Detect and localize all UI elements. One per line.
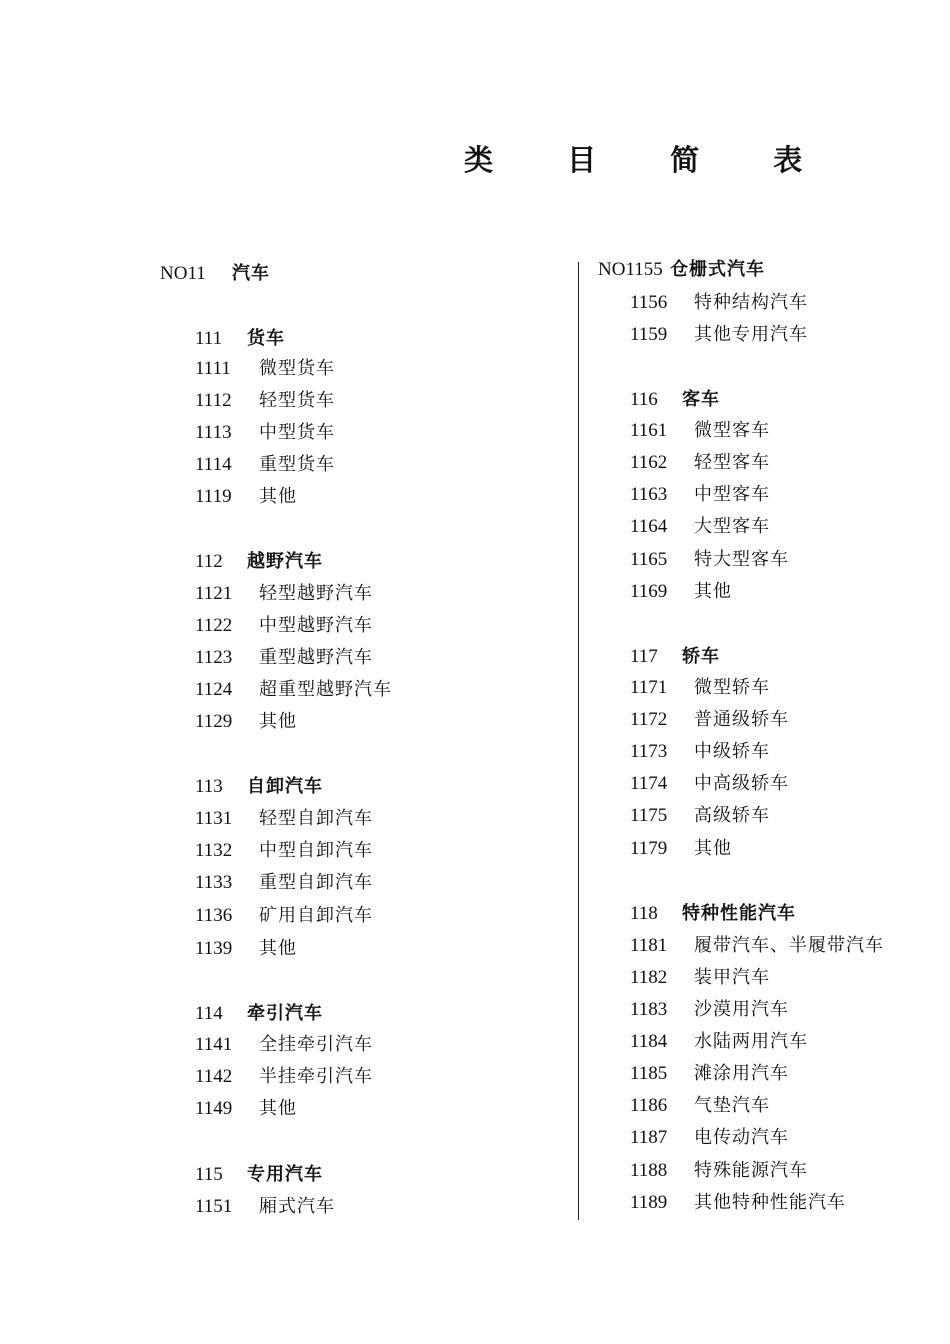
category-code: 1181	[630, 935, 668, 956]
category-code: 1112	[195, 390, 232, 411]
category-code: 1179	[630, 838, 668, 859]
category-code: 1136	[195, 905, 233, 926]
category-code: 1151	[195, 1196, 233, 1217]
category-item	[195, 904, 373, 928]
category-heading	[630, 902, 796, 926]
category-code: 111	[195, 328, 223, 349]
category-code: 1113	[195, 422, 232, 443]
category-label: 微型客车	[694, 420, 770, 441]
category-item	[630, 483, 770, 507]
category-item	[195, 678, 392, 702]
category-code: 112	[195, 551, 223, 572]
category-item	[630, 1126, 789, 1150]
category-label: 高级轿车	[694, 805, 770, 826]
category-item	[630, 934, 884, 958]
category-label: 微型轿车	[694, 677, 770, 698]
category-label: 重型货车	[259, 454, 335, 475]
category-item	[630, 515, 770, 539]
category-item	[195, 614, 373, 638]
category-item	[630, 1191, 846, 1215]
category-item	[630, 966, 770, 990]
category-heading	[195, 327, 285, 351]
category-label: 履带汽车、半履带汽车	[694, 935, 884, 956]
category-item	[195, 1195, 335, 1219]
category-code: 1185	[630, 1063, 668, 1084]
category-item	[195, 582, 373, 606]
category-label: 特大型客车	[694, 549, 789, 570]
category-label: 装甲汽车	[694, 967, 770, 988]
category-label: 气垫汽车	[694, 1095, 770, 1116]
category-label: 大型客车	[694, 516, 770, 537]
category-item	[630, 1030, 808, 1054]
category-code: 1142	[195, 1066, 233, 1087]
category-item	[195, 453, 335, 477]
category-item	[630, 837, 732, 861]
category-code: 116	[630, 389, 658, 410]
category-code: 1124	[195, 679, 233, 700]
page-title: 类 目 简 表	[464, 143, 835, 177]
category-label: 电传动汽车	[694, 1127, 789, 1148]
category-label: 特种结构汽车	[694, 292, 808, 313]
category-code: 115	[195, 1164, 223, 1185]
category-label: 轻型越野汽车	[259, 583, 373, 604]
category-label: 微型货车	[259, 358, 335, 379]
category-code: 1165	[630, 549, 668, 570]
category-code: 1175	[630, 805, 668, 826]
category-label: 半挂牵引汽车	[259, 1066, 373, 1087]
category-code: 117	[630, 646, 658, 667]
category-label: 越野汽车	[247, 551, 323, 572]
category-item	[630, 804, 770, 828]
category-code: 1182	[630, 967, 668, 988]
category-item	[195, 807, 373, 831]
category-code: NO11	[160, 263, 206, 284]
category-code: 1184	[630, 1031, 668, 1052]
category-code: 1123	[195, 647, 233, 668]
category-label: 其他	[694, 838, 732, 859]
category-label: 自卸汽车	[247, 776, 323, 797]
category-code: 1129	[195, 711, 233, 732]
category-item	[195, 871, 373, 895]
category-label: 其他	[259, 486, 297, 507]
category-code: 1186	[630, 1095, 668, 1116]
category-label: 轿车	[682, 646, 720, 667]
category-item	[195, 839, 373, 863]
category-heading	[160, 262, 270, 286]
category-heading	[195, 1002, 323, 1026]
category-label: 滩涂用汽车	[694, 1063, 789, 1084]
category-code: 1149	[195, 1098, 233, 1119]
category-label: 其他专用汽车	[694, 324, 808, 345]
category-label: 沙漠用汽车	[694, 999, 789, 1020]
category-label: 矿用自卸汽车	[259, 905, 373, 926]
category-label: 客车	[682, 389, 720, 410]
category-code: 1121	[195, 583, 233, 604]
category-code: 1169	[630, 581, 668, 602]
category-item	[195, 937, 297, 961]
category-code: 1111	[195, 358, 231, 379]
category-code: 1162	[630, 452, 668, 473]
category-item	[630, 1159, 808, 1183]
category-label: 其他	[259, 1098, 297, 1119]
category-item	[195, 710, 297, 734]
category-label: 普通级轿车	[694, 709, 789, 730]
category-code: 1122	[195, 615, 233, 636]
category-item	[630, 291, 808, 315]
category-code: 1161	[630, 420, 668, 441]
category-heading	[598, 258, 765, 282]
category-code: 1139	[195, 938, 233, 959]
category-code: 1114	[195, 454, 232, 475]
category-label: 仓栅式汽车	[670, 259, 765, 280]
category-code: 1163	[630, 484, 668, 505]
category-label: 其他	[694, 581, 732, 602]
category-code: 1187	[630, 1127, 668, 1148]
category-label: 超重型越野汽车	[259, 679, 392, 700]
category-code: 1188	[630, 1160, 668, 1181]
category-label: 中型客车	[694, 484, 770, 505]
category-code: NO1155	[598, 259, 663, 280]
category-label: 中型自卸汽车	[259, 840, 373, 861]
category-code: 113	[195, 776, 223, 797]
category-code: 1174	[630, 773, 668, 794]
category-code: 1133	[195, 872, 233, 893]
category-item	[195, 357, 335, 381]
category-item	[630, 772, 789, 796]
category-label: 特殊能源汽车	[694, 1160, 808, 1181]
category-item	[195, 421, 335, 445]
category-code: 1119	[195, 486, 232, 507]
category-item	[630, 419, 770, 443]
category-code: 1173	[630, 741, 668, 762]
category-label: 轻型货车	[259, 390, 335, 411]
category-item	[630, 740, 770, 764]
category-code: 1141	[195, 1034, 233, 1055]
category-item	[630, 998, 789, 1022]
category-code: 1171	[630, 677, 668, 698]
category-label: 重型自卸汽车	[259, 872, 373, 893]
category-item	[630, 708, 789, 732]
category-code: 118	[630, 903, 658, 924]
category-label: 轻型自卸汽车	[259, 808, 373, 829]
category-label: 全挂牵引汽车	[259, 1034, 373, 1055]
category-label: 其他	[259, 938, 297, 959]
category-heading	[630, 645, 720, 669]
category-item	[630, 323, 808, 347]
category-heading	[630, 388, 720, 412]
category-heading	[195, 1163, 323, 1187]
category-code: 1164	[630, 516, 668, 537]
category-item	[195, 1033, 373, 1057]
category-item	[195, 389, 335, 413]
category-code: 1189	[630, 1192, 668, 1213]
category-item	[630, 548, 789, 572]
category-label: 特种性能汽车	[682, 903, 796, 924]
category-heading	[195, 550, 323, 574]
category-code: 1132	[195, 840, 233, 861]
category-item	[630, 1062, 789, 1086]
category-item	[630, 451, 770, 475]
category-label: 重型越野汽车	[259, 647, 373, 668]
category-item	[195, 1065, 373, 1089]
category-label: 中型货车	[259, 422, 335, 443]
category-label: 其他特种性能汽车	[694, 1192, 846, 1213]
category-label: 水陆两用汽车	[694, 1031, 808, 1052]
category-heading	[195, 775, 323, 799]
category-label: 专用汽车	[247, 1164, 323, 1185]
column-divider	[578, 262, 579, 1220]
category-label: 货车	[247, 328, 285, 349]
category-label: 厢式汽车	[259, 1196, 335, 1217]
category-item	[195, 646, 373, 670]
category-code: 1156	[630, 292, 668, 313]
category-code: 1183	[630, 999, 668, 1020]
category-item	[195, 1097, 297, 1121]
category-label: 其他	[259, 711, 297, 732]
category-label: 牵引汽车	[247, 1003, 323, 1024]
category-item	[630, 676, 770, 700]
category-label: 中型越野汽车	[259, 615, 373, 636]
category-code: 114	[195, 1003, 223, 1024]
category-label: 轻型客车	[694, 452, 770, 473]
category-code: 1159	[630, 324, 668, 345]
category-label: 汽车	[232, 263, 270, 284]
category-label: 中高级轿车	[694, 773, 789, 794]
category-item	[630, 1094, 770, 1118]
category-item	[195, 485, 297, 509]
category-item	[630, 580, 732, 604]
category-code: 1131	[195, 808, 233, 829]
category-label: 中级轿车	[694, 741, 770, 762]
category-code: 1172	[630, 709, 668, 730]
